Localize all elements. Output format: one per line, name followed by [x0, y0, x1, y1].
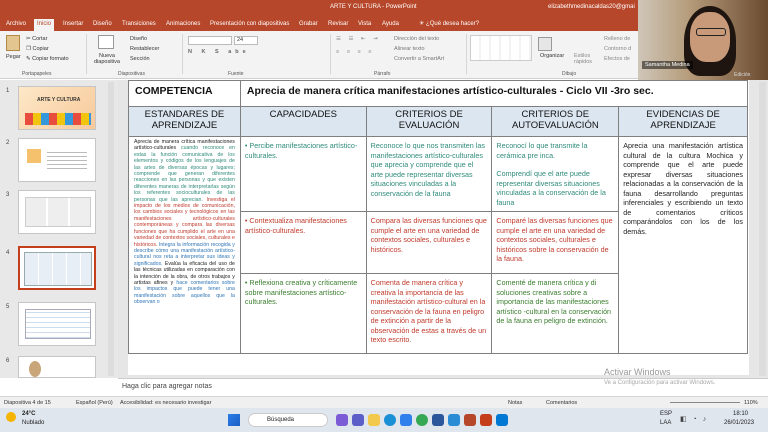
standards-cell — [129, 137, 241, 354]
bullet-icon: • — [244, 278, 250, 287]
evidencia-cell: Aprecia una manifestación artística cultural de la cultura Mochica y comprende que el arte puede expresar diversas situaciones relacionadas a la conservación de la fauna desarrollando preguntas inferenciales y escribiendo un texto de comentarios críticos comparándolos con los de los demás. — [619, 137, 748, 354]
new-slide-icon — [98, 35, 114, 49]
font-format-buttons[interactable]: N K S abe — [188, 49, 250, 55]
competencia-label: COMPETENCIA — [129, 81, 241, 107]
thumb-number: 3 — [6, 192, 10, 198]
group-slides: Diapositivas — [118, 71, 145, 77]
format-painter-label: Copiar formato — [32, 56, 69, 62]
notes-button[interactable]: Notas — [508, 400, 523, 406]
new-slide-button[interactable]: Nueva diapositiva — [94, 53, 120, 65]
capacidad-text: Reflexiona creativa y críticamente sobre manifestaciones artístico-culturales. — [244, 278, 358, 306]
shape-effects-button[interactable]: Efectos de — [604, 56, 630, 62]
window-title: ARTE Y CULTURA - PowerPoint — [330, 4, 417, 10]
competency-table[interactable] — [128, 80, 748, 354]
cut-button[interactable] — [26, 36, 47, 42]
standard-text: Evalúa la eficacia del uso de las técnicas utilizadas en comparación con la intención de la obra, de otros trabajos y artistas afines y — [134, 260, 235, 286]
zoom-slider[interactable] — [670, 402, 740, 403]
slide-counter: Diapositiva 4 de 15 — [4, 400, 51, 406]
chrome-icon[interactable] — [416, 414, 428, 426]
taskbar — [0, 408, 768, 432]
quick-styles-button[interactable]: Estilos rápidos — [574, 53, 593, 65]
tab-presentacion[interactable]: Presentación con diapositivas — [210, 21, 290, 27]
cut-label: Cortar — [32, 36, 48, 42]
criterio-cell: Compara las diversas funciones que cumple el arte en una variedad de contextos sociales, culturales e históricos. — [366, 212, 492, 274]
activation-watermark-subtitle: Ve a Configuración para activar Windows. — [604, 380, 716, 386]
file-explorer-icon[interactable] — [368, 414, 380, 426]
capacidad-cell — [240, 274, 366, 354]
capacidad-cell — [240, 137, 366, 212]
thumb-title: ARTE Y CULTURA — [37, 97, 81, 103]
thumb-number: 4 — [6, 250, 10, 256]
shapes-gallery[interactable] — [470, 35, 532, 61]
slide-thumbnail-2[interactable] — [18, 138, 96, 182]
edge-icon[interactable] — [384, 414, 396, 426]
zoom-level[interactable]: 110% — [744, 400, 758, 406]
keyboard-layout[interactable]: LAA — [660, 420, 672, 426]
participant-name: Samantha Medina — [642, 61, 693, 69]
tab-animaciones[interactable]: Animaciones — [166, 21, 201, 27]
tab-vista[interactable]: Vista — [358, 21, 372, 27]
app-icon[interactable] — [336, 414, 348, 426]
tab-archivo[interactable]: Archivo — [6, 21, 27, 27]
user-email[interactable]: elizabethmedinacaldas20@gmai — [548, 4, 635, 10]
copy-icon: ❐ — [26, 46, 33, 52]
office-icon[interactable] — [480, 414, 492, 426]
reset-button[interactable]: Restablecer — [130, 46, 160, 52]
thumb-number: 6 — [6, 358, 10, 364]
capacidad-text: Percibe manifestaciones artístico-culturales. — [244, 141, 358, 160]
standard-text: Integra la información recogida y describe cómo una manifestación artístico-cultural nos reta a interpretar sus ideas y significados. — [134, 241, 235, 267]
clock-time[interactable]: 18:10 — [733, 411, 749, 417]
font-name-box[interactable] — [188, 36, 232, 45]
tab-insertar[interactable]: Insertar — [63, 21, 84, 27]
align-buttons[interactable]: ≡ ≡ ≡ ≡ — [336, 49, 375, 55]
list-buttons[interactable]: ☰ ☰ ⇤ ⇥ — [336, 36, 381, 42]
thumbnails-scrollbar[interactable] — [108, 82, 114, 376]
powerpoint-icon[interactable] — [464, 414, 476, 426]
criterio-cell: Comenta de manera crítica y creativa la importancia de las manifestación artístico-cultural en la conservación de la fauna en peligro de extinción a partir de la observación de estas a través de un texto escrito. — [366, 274, 492, 354]
tab-transiciones[interactable]: Transiciones — [122, 21, 156, 27]
header-autoevaluacion: CRITERIOS DE AUTOEVALUACIÓN — [492, 107, 619, 137]
group-drawing: Dibujo — [562, 71, 577, 77]
thumb-number: 1 — [6, 88, 10, 94]
tab-revisar[interactable]: Revisar — [328, 21, 349, 27]
standard-text: Aprecia de manera crítica manifestaciones artístico-culturales — [134, 139, 235, 152]
capacidad-text: Contextualiza manifestaciones artístico-culturales. — [244, 216, 347, 235]
autoeval-text: Comprendí que el arte puede representar diversas situaciones vinculadas a la conservación de la fauna — [496, 169, 606, 207]
teams-icon[interactable] — [352, 414, 364, 426]
slide-thumbnails-pane — [0, 80, 118, 378]
ribbon — [0, 31, 638, 79]
shape-outline-button[interactable]: Contorno d — [604, 46, 632, 52]
scissors-icon: ✂ — [26, 36, 33, 42]
tab-ayuda[interactable]: Ayuda — [382, 21, 399, 27]
clock-date[interactable]: 26/01/2023 — [724, 420, 755, 426]
system-tray-icons[interactable]: ◧ ◔ ♪ — [680, 416, 709, 423]
slide-thumbnail-5[interactable] — [18, 302, 96, 346]
weather-temp[interactable]: 24°C — [22, 411, 36, 417]
tab-search-help[interactable] — [416, 19, 482, 31]
shape-fill-button[interactable]: Relleno de — [604, 36, 631, 42]
status-bar — [0, 396, 768, 408]
weather-desc[interactable]: Nublado — [22, 420, 45, 426]
store-icon[interactable] — [400, 414, 412, 426]
paste-button[interactable]: Pegar — [6, 54, 21, 60]
arrange-button[interactable]: Organizar — [540, 53, 565, 59]
standard-text: cuando reconoce en estas la función comunicativa de los elementos y códigos de los lenguajes de las artes de diversas épocas y lugares; comprende que generan diferentes reacciones en las personas y que existen diferentes maneras de interpretarlas según los referentes socioculturales de las personas que las aprecian. — [134, 145, 235, 203]
layout-button[interactable]: Diseño — [130, 36, 148, 42]
language-status[interactable]: Español (Perú) — [76, 400, 113, 406]
autoeval-cell: Comparé las diversas funciones que cumple el arte en una variedad de contextos sociales, culturales e históricos sobre la conservación de la fauna. — [492, 212, 619, 274]
video-feed — [638, 0, 768, 80]
tell-me-label: ¿Qué desea hacer? — [426, 21, 480, 27]
text-direction-button[interactable]: Dirección del texto — [394, 36, 440, 42]
tab-inicio[interactable]: Inicio — [34, 19, 54, 31]
input-language[interactable]: ESP — [660, 411, 673, 417]
format-painter-button[interactable] — [26, 56, 69, 62]
bullet-icon: • — [244, 216, 250, 225]
font-size-box[interactable]: 24 — [234, 36, 258, 45]
standard-text: hace comentarios sobre los impactos que puede tener una manifestación sobre aquellos que la observan o — [134, 279, 235, 306]
outlook-icon[interactable] — [496, 414, 508, 426]
section-button[interactable]: Sección — [130, 56, 150, 62]
copy-label: Copiar — [32, 46, 49, 52]
align-text-button[interactable]: Alinear texto — [394, 46, 425, 52]
group-clipboard: Portapapeles — [22, 71, 52, 77]
criterio-cell: Reconoce lo que nos transmiten las manifestaciones artístico-culturales que aprecia y comprende que el arte puede representar diversas situaciones vinculadas a la conservación de la fauna — [366, 137, 492, 212]
activation-watermark: Activar Windows — [604, 367, 671, 377]
participant-face — [690, 12, 730, 62]
word-icon[interactable] — [432, 414, 444, 426]
copy-button[interactable] — [26, 46, 49, 52]
accessibility-status[interactable]: Accesibilidad: es necesario investigar — [120, 400, 212, 406]
tab-diseno[interactable]: Diseño — [93, 21, 112, 27]
group-paragraph: Párrafo — [374, 71, 391, 77]
thumb-number: 2 — [6, 140, 10, 146]
autoeval-text: Reconocí lo que transmite la cerámica pre inca. — [496, 141, 588, 160]
header-evidencias: EVIDENCIAS DE APRENDIZAJE — [619, 107, 748, 137]
windows-start-icon[interactable] — [228, 414, 240, 426]
brush-icon: ✎ — [26, 56, 33, 62]
meet-icon[interactable] — [448, 414, 460, 426]
comments-button[interactable]: Comentarios — [546, 400, 578, 406]
slide-thumbnail-6[interactable] — [18, 356, 96, 378]
group-font: Fuente — [228, 71, 244, 77]
header-capacidades: CAPACIDADES — [240, 107, 366, 137]
taskbar-search[interactable] — [248, 413, 328, 427]
notes-placeholder: Haga clic para agregar notas — [122, 383, 212, 390]
editor-scrollbar[interactable] — [759, 82, 766, 376]
header-criterios: CRITERIOS DE EVALUACIÓN — [366, 107, 492, 137]
thumb-number: 5 — [6, 304, 10, 310]
autoeval-cell: Comenté de manera crítica y di soluciones creativas sobre a importancia de las manifestaciones artístico -cultural en la conservación de la fauna en peligro de extinción. — [492, 274, 619, 354]
competencia-text: Aprecia de manera crítica manifestaciones artístico-culturales - Ciclo VII -3ro sec. — [240, 81, 747, 107]
header-estandares: ESTANDARES DE APRENDIZAJE — [129, 107, 241, 137]
slide-thumbnail-1[interactable] — [18, 86, 96, 130]
group-editing: Edición — [734, 72, 751, 78]
paste-icon — [6, 35, 20, 51]
slide-thumbnail-4[interactable] — [18, 246, 96, 290]
lightbulb-icon: ☀ — [419, 21, 427, 27]
capacidad-cell — [240, 212, 366, 274]
bullet-icon: • — [244, 141, 250, 150]
slide-thumbnail-3[interactable] — [18, 190, 96, 234]
standard-text: Investiga el impacto de los medios de comunicación, los cambios sociales y tecnológicos en las manifestaciones artístico-culturales contemporáneas y compara las diversas funciones que ha cumplido el arte en una variedad de contextos sociales, culturales e históricos. — [134, 196, 235, 248]
smartart-button[interactable]: Convertir a SmartArt — [394, 56, 445, 62]
weather-icon — [6, 412, 16, 422]
tab-grabar[interactable]: Grabar — [299, 21, 318, 27]
search-label: Búsqueda — [267, 417, 295, 423]
autoeval-cell — [492, 137, 619, 212]
arrange-icon — [538, 37, 552, 51]
